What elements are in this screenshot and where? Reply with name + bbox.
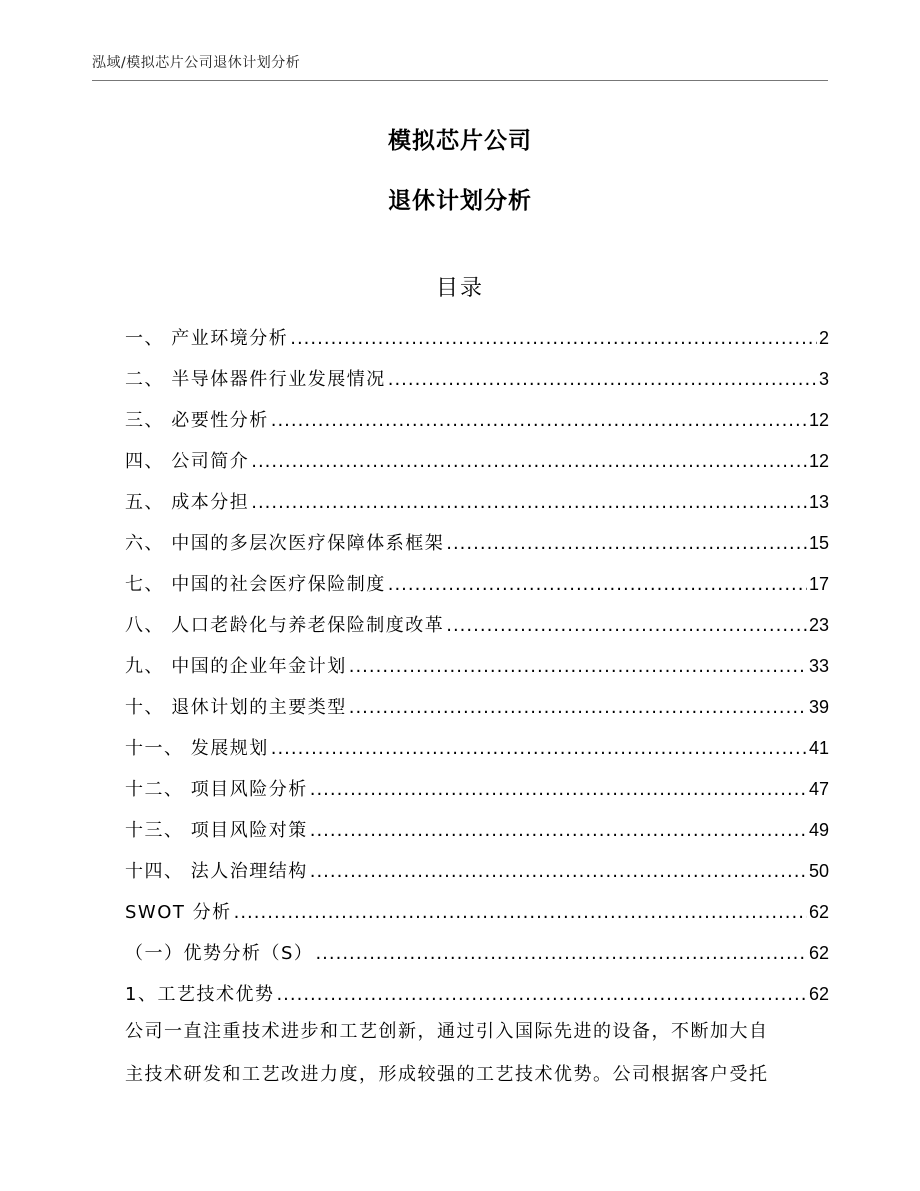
- toc-entry[interactable]: [125, 646, 829, 687]
- toc-dot-leader: [271, 728, 807, 769]
- toc-entry-page: 15: [808, 533, 829, 553]
- toc-entry-label: 八、 人口老龄化与养老保险制度改革: [125, 615, 445, 636]
- header-divider: [92, 80, 828, 81]
- toc-entry-label: 十一、 发展规划: [125, 738, 269, 759]
- document-title-line-1: 模拟芯片公司: [388, 128, 532, 154]
- toc-entry-page: 23: [808, 615, 829, 635]
- toc-entry-page: 47: [808, 779, 829, 799]
- toc-entry-page: 12: [808, 451, 829, 471]
- toc-entry-label: 十二、 项目风险分析: [125, 779, 308, 800]
- toc-entry-page: 41: [808, 738, 829, 758]
- toc-entry-label: 十、 退休计划的主要类型: [125, 697, 347, 718]
- toc-dot-leader: [290, 318, 817, 359]
- toc-entry-page: 33: [808, 656, 829, 676]
- toc-heading: 目录: [435, 276, 484, 301]
- toc-entry[interactable]: [125, 974, 829, 1015]
- toc-entry-label: 七、 中国的社会医疗保险制度: [125, 574, 386, 595]
- toc-entry-page: 50: [808, 861, 829, 881]
- toc-dot-leader: [310, 769, 807, 810]
- toc-dot-leader: [276, 974, 807, 1015]
- toc-entry-label: SWOT 分析: [125, 902, 232, 923]
- toc-entry[interactable]: [125, 892, 829, 933]
- toc-entry-page: 39: [808, 697, 829, 717]
- body-text-line: 主技术研发和工艺改进力度，形成较强的工艺技术优势。公司根据客户受托: [125, 1064, 769, 1085]
- toc-dot-leader: [315, 933, 807, 974]
- toc-entry-page: 62: [808, 943, 829, 963]
- toc-dot-leader: [234, 892, 807, 933]
- table-of-contents: [125, 318, 829, 1015]
- toc-entry[interactable]: [125, 851, 829, 892]
- toc-entry-page: 62: [808, 902, 829, 922]
- toc-dot-leader: [310, 810, 807, 851]
- document-title-line-2: 退休计划分析: [388, 188, 532, 214]
- toc-dot-leader: [349, 687, 807, 728]
- toc-entry-page: 12: [808, 410, 829, 430]
- toc-entry-label: 二、 半导体器件行业发展情况: [125, 369, 386, 390]
- toc-entry-label: 九、 中国的企业年金计划: [125, 656, 347, 677]
- toc-entry[interactable]: [125, 769, 829, 810]
- toc-entry-page: 3: [818, 369, 829, 389]
- toc-dot-leader: [388, 359, 817, 400]
- toc-entry-label: 一、 产业环境分析: [125, 328, 289, 349]
- toc-entry[interactable]: [125, 933, 829, 974]
- toc-entry-label: 六、 中国的多层次医疗保障体系框架: [125, 533, 445, 554]
- toc-entry-label: 三、 必要性分析: [125, 410, 269, 431]
- toc-entry[interactable]: [125, 523, 829, 564]
- toc-entry[interactable]: [125, 810, 829, 851]
- toc-entry[interactable]: [125, 441, 829, 482]
- toc-entry-label: 五、 成本分担: [125, 492, 250, 513]
- toc-entry-label: 1、工艺技术优势: [125, 984, 275, 1005]
- toc-dot-leader: [349, 646, 807, 687]
- body-text-line: 公司一直注重技术进步和工艺创新，通过引入国际先进的设备，不断加大自: [125, 1021, 769, 1042]
- toc-dot-leader: [271, 400, 807, 441]
- toc-dot-leader: [251, 482, 807, 523]
- toc-dot-leader: [446, 605, 807, 646]
- toc-dot-leader: [388, 564, 807, 605]
- toc-entry-label: （一）优势分析（S）: [125, 943, 314, 964]
- toc-entry-page: 62: [808, 984, 829, 1004]
- toc-entry-page: 2: [818, 328, 829, 348]
- toc-dot-leader: [251, 441, 807, 482]
- toc-dot-leader: [310, 851, 807, 892]
- toc-entry[interactable]: [125, 564, 829, 605]
- body-paragraph: [125, 1010, 829, 1096]
- toc-entry[interactable]: [125, 728, 829, 769]
- toc-entry[interactable]: [125, 605, 829, 646]
- toc-entry[interactable]: [125, 359, 829, 400]
- toc-dot-leader: [446, 523, 807, 564]
- toc-entry[interactable]: [125, 318, 829, 359]
- toc-entry[interactable]: [125, 687, 829, 728]
- toc-entry[interactable]: [125, 482, 829, 523]
- toc-entry-page: 17: [808, 574, 829, 594]
- toc-entry-page: 49: [808, 820, 829, 840]
- toc-entry-label: 四、 公司简介: [125, 451, 250, 472]
- toc-entry-page: 13: [808, 492, 829, 512]
- toc-entry-label: 十三、 项目风险对策: [125, 820, 308, 841]
- toc-entry[interactable]: [125, 400, 829, 441]
- running-header: 泓域/模拟芯片公司退休计划分析: [92, 55, 301, 71]
- toc-entry-label: 十四、 法人治理结构: [125, 861, 308, 882]
